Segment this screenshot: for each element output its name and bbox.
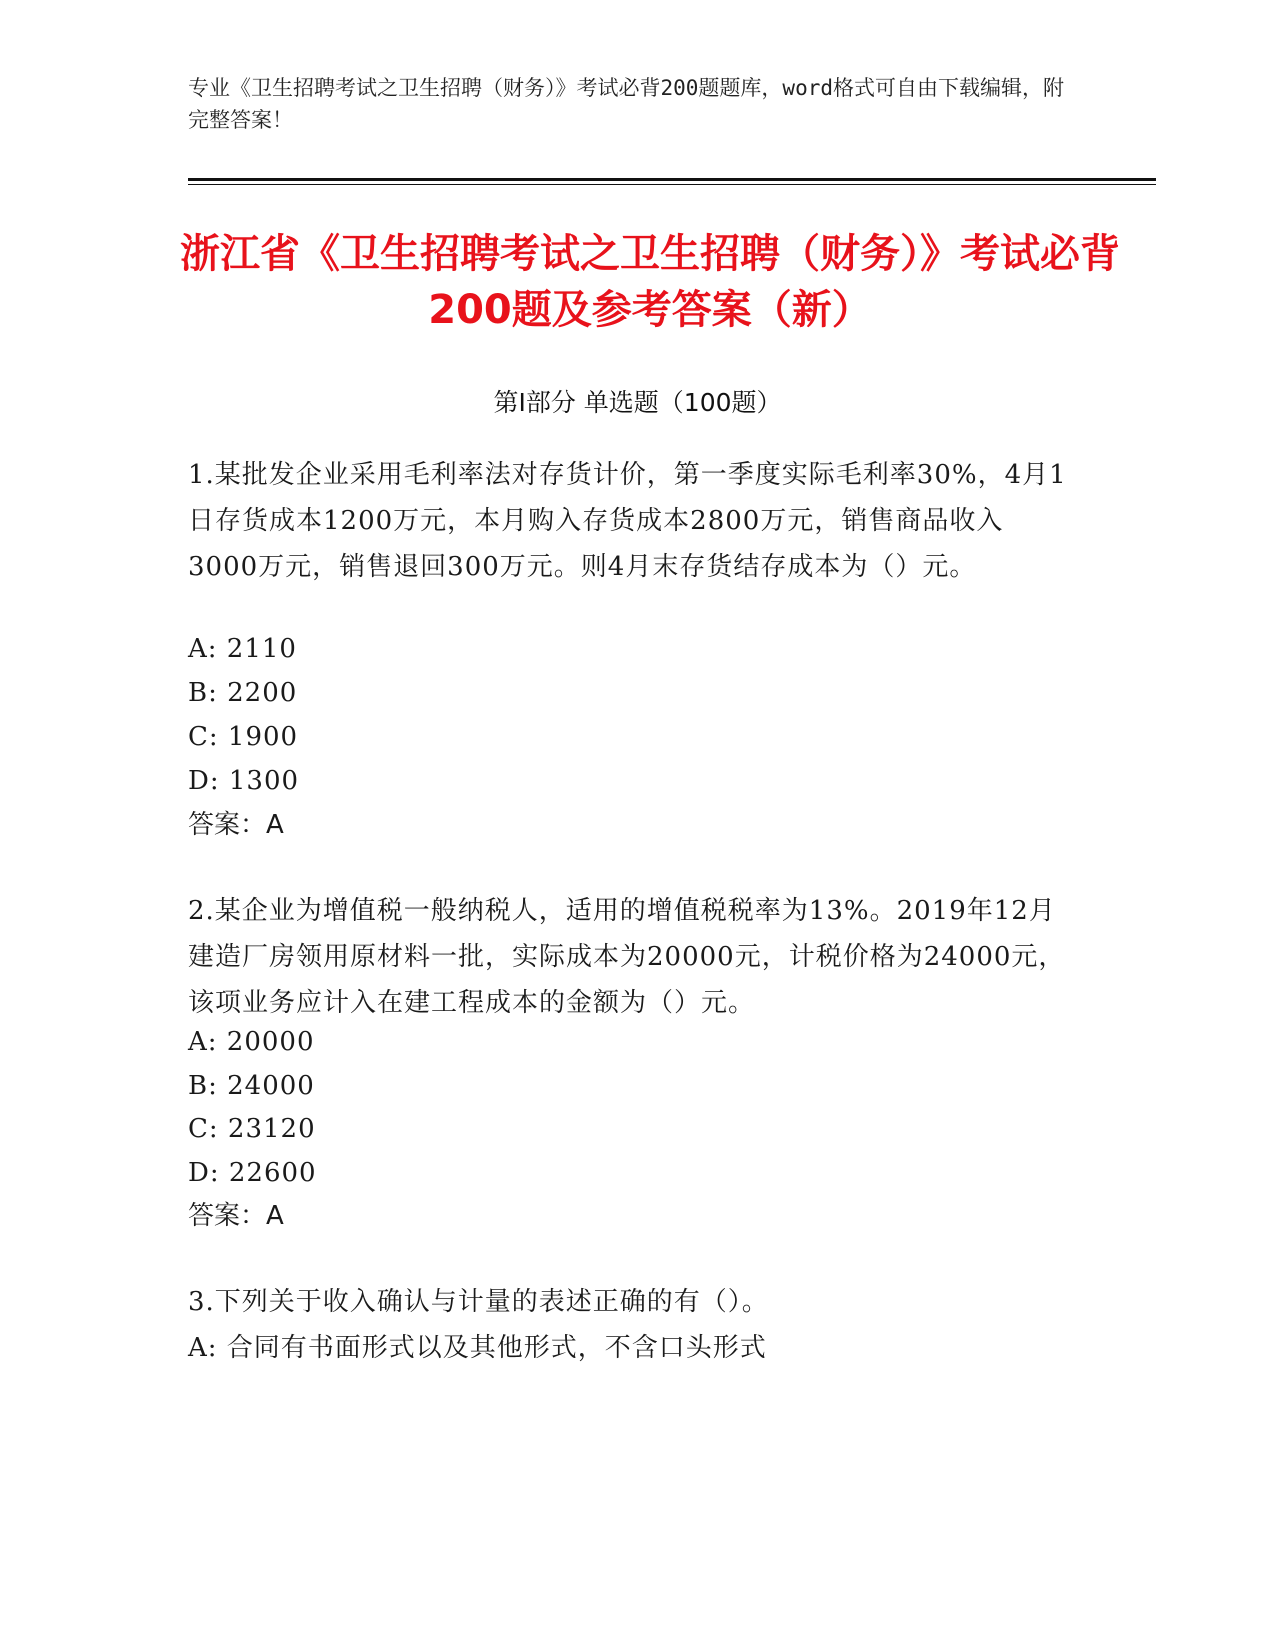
question-3-option-a: A: 合同有书面形式以及其他形式，不含口头形式 <box>188 1333 767 1363</box>
question-2-option-d: D: 22600 <box>188 1158 317 1188</box>
document-title: 浙江省《卫生招聘考试之卫生招聘（财务）》考试必背200题及参考答案（新） <box>180 231 1120 333</box>
question-1-option-d: D: 1300 <box>188 766 300 796</box>
question-2-option-a: A: 20000 <box>188 1027 315 1057</box>
question-3-stem: 3.下列关于收入确认与计量的表述正确的有（）。 <box>188 1287 769 1317</box>
question-1-stem: 1.某批发企业采用毛利率法对存货计价，第一季度实际毛利率30%，4月1日存货成本1200万元，本月购入存货成本2800万元，销售商品收入3000万元，销售退回300万元。则4月末存货结存成本为（）元。 <box>188 460 1067 582</box>
question-1-option-a: A: 2110 <box>188 634 297 664</box>
question-1-answer: 答案：A <box>188 810 284 840</box>
question-2-stem: 2.某企业为增值税一般纳税人，适用的增值税税率为13%。2019年12月建造厂房领用原材料一批，实际成本为20000元，计税价格为24000元，该项业务应计入在建工程成本的金额为（）元。 <box>188 896 1066 1018</box>
question-1-option-c: C: 1900 <box>188 722 299 752</box>
question-2-option-c: C: 23120 <box>188 1114 316 1144</box>
question-1-option-b: B: 2200 <box>188 678 298 708</box>
header-rule-thick <box>188 178 1156 181</box>
header-note: 专业《卫生招聘考试之卫生招聘（财务）》考试必背200题题库，word格式可自由下载编辑，附完整答案！ <box>188 76 1064 132</box>
section-heading: 第I部分 单选题（100题） <box>493 388 782 417</box>
header-rule-thin <box>188 184 1156 185</box>
question-2-option-b: B: 24000 <box>188 1071 315 1101</box>
question-2-answer: 答案：A <box>188 1201 284 1231</box>
